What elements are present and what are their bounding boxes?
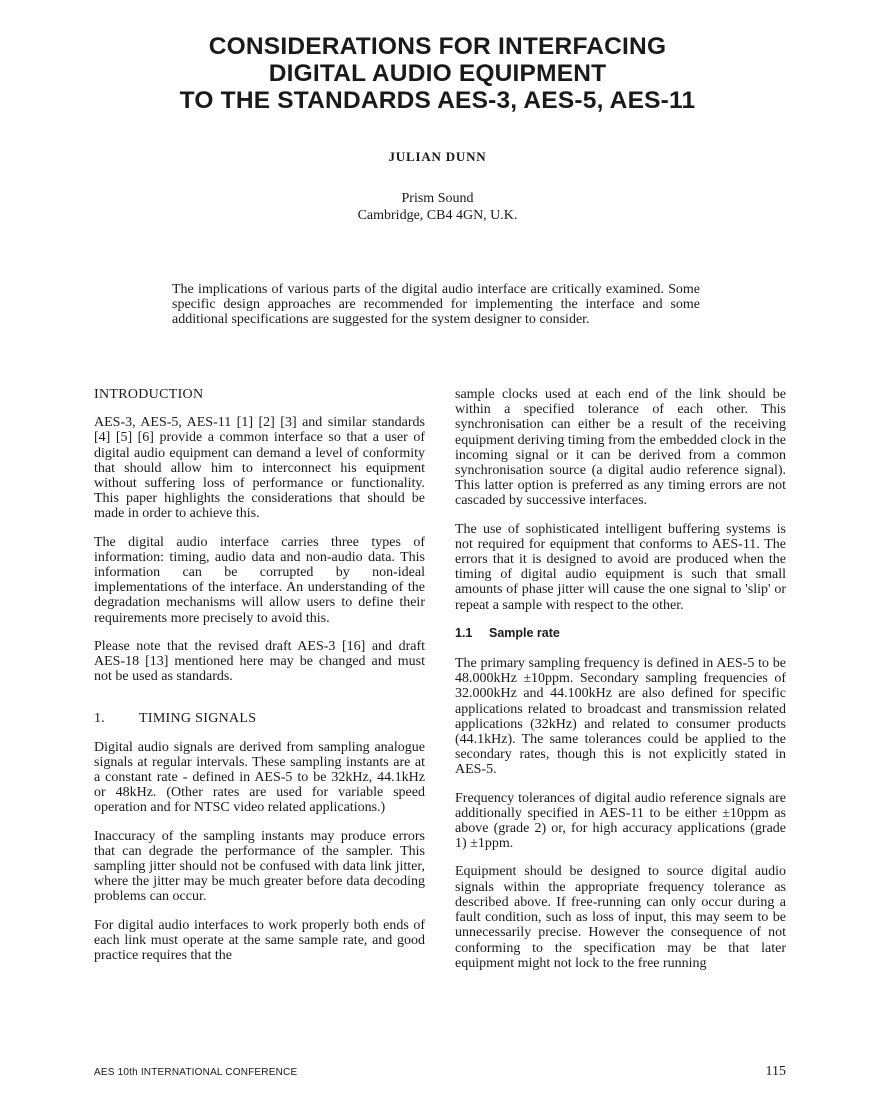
body-paragraph: AES-3, AES-5, AES-11 [1] [2] [3] and similar standards [4] [5] [6] provide a common interface so that a user of digital audio equipment can demand a level of conformity that should allow him to interconnect his equipment without suffering loss of performance or functionality. This paper highlights the considerations that should be made in order to achieve this. [94,415,425,522]
abstract-text: The implications of various parts of the digital audio interface are critically examined. Some specific design approaches are recommended for implementing the interface and some additional specifications are suggested for the system designer to consider. [172,282,700,328]
right-column [455,387,786,984]
body-paragraph: The primary sampling frequency is defined in AES-5 to be 48.000kHz ±10ppm. Secondary sampling frequencies of 32.000kHz and 44.100kHz are also defined for specific applications related to broadcast and transmission related applications (32kHz) and related to consumer products (44.1kHz). The same tolerances could be applied to the secondary rates, though this is not explicitly stated in AES-5. [455,656,786,778]
body-paragraph: For digital audio interfaces to work properly both ends of each link must operate at the same sample rate, and good practice requires that the [94,917,425,964]
left-column [94,387,425,976]
body-paragraph: Inaccuracy of the sampling instants may produce errors that can degrade the performance of the sampler. This sampling jitter should not be confused with data link jitter, where the jitter may be much greater before data decoding problems can occur. [94,828,425,905]
body-paragraph: sample clocks used at each end of the link should be within a specified tolerance of each other. This synchronisation can either be a result of the receiving equipment deriving timing from the embedded clock in the incoming signal or it can be derived from a common synchronisation source (a digital audio reference signal). This latter option is preferred as any timing errors are not cascaded by successive interfaces. [455,387,786,509]
affiliation-organization: Prism Sound [401,191,474,206]
body-paragraph: The digital audio interface carries three types of information: timing, audio data and non-audio data. This information can be corrupted by non-ideal implementations of the interface. An understanding of the degradation mechanisms will allow users to define their requirements more precisely to avoid this. [94,534,425,626]
subsection-title: Sample rate [489,625,560,640]
title-line: CONSIDERATIONS FOR INTERFACING [208,33,667,60]
section-number: 1. [94,711,106,727]
body-paragraph: Frequency tolerances of digital audio reference signals are additionally specified in AES-11 to be either ±10ppm as above (grade 2) or, for high accuracy applications (grade 1) ±1ppm. [455,790,786,852]
subsection-number: 1.1 [455,625,473,640]
footer-conference: AES 10th INTERNATIONAL CONFERENCE [94,1067,298,1078]
section-heading-introduction: INTRODUCTION [94,387,204,402]
section-title: TIMING SIGNALS [139,711,257,727]
title-line: DIGITAL AUDIO EQUIPMENT [268,60,607,87]
body-paragraph: The use of sophisticated intelligent buffering systems is not required for equipment that conforms to AES-11. The errors that it is designed to avoid are produced when the timing of digital audio equipment is such that small amounts of phase jitter will cause the one signal to 'slip' or repeat a sample with respect to the other. [455,521,786,613]
body-paragraph: Equipment should be designed to source digital audio signals within the appropriate frequency tolerance as described above. If free-running can only occur during a fault condition, such as loss of input, this may seem to be unnecessarily precise. However the consequence of not conforming to the specification may be that later equipment might not lock to the free running [455,864,786,971]
abstract [172,282,700,328]
title-line: TO THE STANDARDS AES-3, AES-5, AES-11 [179,87,696,114]
author-name: JULIAN DUNN [388,149,487,164]
section-heading-timing-signals [94,711,425,726]
paper-title [0,33,875,114]
author-affiliation [0,190,875,224]
subsection-heading-sample-rate [455,626,786,641]
body-paragraph: Digital audio signals are derived from sampling analogue signals at regular intervals. These sampling instants are at a constant rate - defined in AES-5 to be 32kHz, 44.1kHz or 48kHz. (Other rates are used for variable speed operation and for NTSC video related applications.) [94,739,425,816]
body-paragraph: Please note that the revised draft AES-3 [16] and draft AES-18 [13] mentioned here may be changed and must not be used as standards. [94,638,425,685]
page-number: 115 [765,1064,786,1079]
affiliation-address: Cambridge, CB4 4GN, U.K. [357,208,518,223]
